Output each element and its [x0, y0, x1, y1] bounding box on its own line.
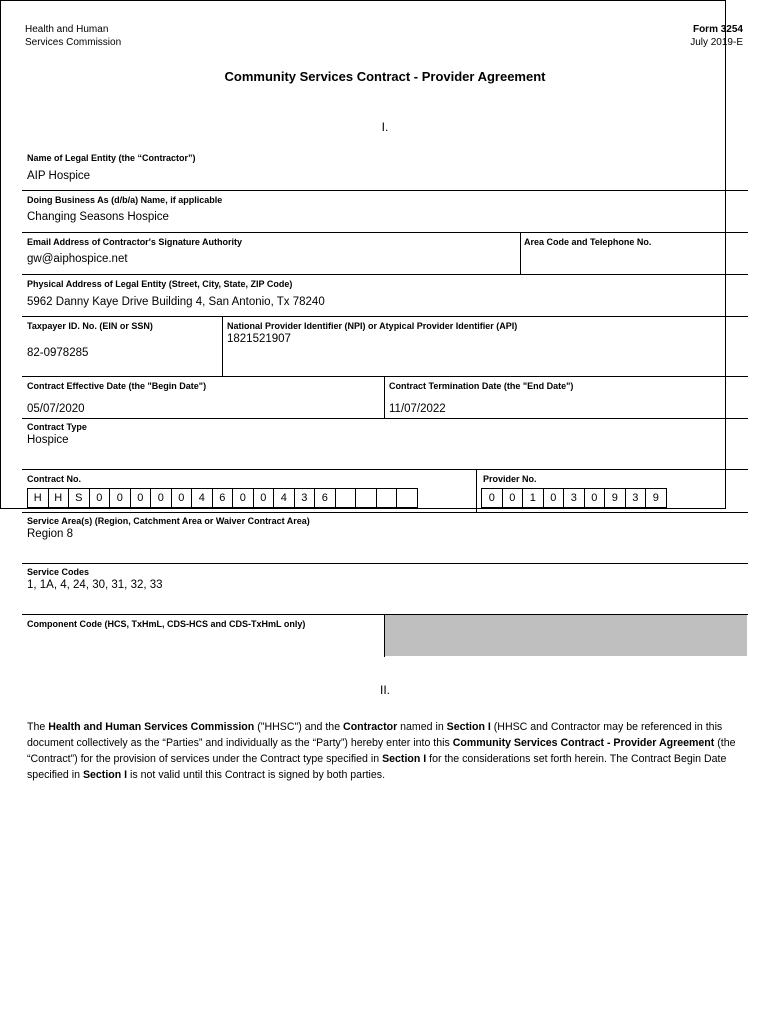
agreement-text: (the “Contract”) for the provision of services under the Contract type specified in — [27, 737, 736, 765]
digit-box: 3 — [563, 488, 585, 508]
digit-box: 0 — [109, 488, 131, 508]
address-label: Physical Address of Legal Entity (Street, City, State, ZIP Code) — [27, 279, 293, 289]
contract-no-label: Contract No. — [27, 474, 81, 484]
component-code-shaded-cell — [385, 615, 747, 656]
contract-number-boxes — [27, 488, 417, 508]
digit-box: 4 — [273, 488, 295, 508]
digit-box: 0 — [130, 488, 152, 508]
row-divider — [22, 274, 748, 275]
column-divider — [222, 316, 223, 376]
phone-label: Area Code and Telephone No. — [524, 237, 652, 247]
digit-box: 9 — [645, 488, 667, 508]
end-date-value: 11/07/2022 — [389, 403, 446, 415]
digit-box: 0 — [543, 488, 565, 508]
digit-box: 3 — [625, 488, 647, 508]
service-area-label: Service Area(s) (Region, Catchment Area or Waiver Contract Area) — [27, 516, 310, 526]
service-codes-value: 1, 1A, 4, 24, 30, 31, 32, 33 — [27, 579, 163, 591]
agreement-text: named in — [397, 721, 447, 733]
end-date-label: Contract Termination Date (the "End Date") — [389, 381, 574, 391]
digit-box: 1 — [522, 488, 544, 508]
digit-box: 3 — [294, 488, 316, 508]
agreement-bold: Section I — [82, 769, 128, 781]
column-divider — [476, 469, 477, 512]
agency-name — [25, 23, 121, 49]
agreement-bold: Contractor — [343, 721, 398, 733]
digit-box — [396, 488, 418, 508]
dba-label: Doing Business As (d/b/a) Name, if applicable — [27, 195, 223, 205]
digit-box: 0 — [232, 488, 254, 508]
digit-box: 0 — [481, 488, 503, 508]
address-value: 5962 Danny Kaye Drive Building 4, San Antonio, Tx 78240 — [27, 296, 325, 308]
npi-label: National Provider Identifier (NPI) or Atypical Provider Identifier (API) — [227, 321, 518, 331]
form-date: July 2019-E — [690, 37, 743, 48]
section-2-heading: II. — [379, 683, 390, 697]
digit-box: S — [68, 488, 90, 508]
legal-entity-value: AIP Hospice — [27, 170, 91, 182]
component-code-label: Component Code (HCS, TxHmL, CDS-HCS and CDS-TxHmL only) — [27, 619, 306, 629]
column-divider — [520, 232, 521, 274]
contract-type-label: Contract Type — [27, 422, 87, 432]
row-divider — [22, 563, 748, 564]
agreement-text: (HHSC and Contractor may be referenced in this document collectively as the “Parties” and individually as the “Party”) hereby enter into this — [27, 721, 723, 749]
section-1-heading: I. — [381, 120, 389, 134]
digit-box: 0 — [502, 488, 524, 508]
row-divider — [22, 376, 748, 377]
agreement-bold: Section I — [382, 753, 427, 765]
email-value: gw@aiphospice.net — [27, 253, 128, 265]
row-divider — [22, 512, 748, 513]
row-divider — [22, 232, 748, 233]
agreement-text: is not valid until this Contract is signed by both parties. — [127, 769, 386, 781]
agreement-bold: Community Services Contract - Provider Agreement — [452, 737, 715, 749]
row-divider — [22, 418, 748, 419]
agreement-text: ("HHSC") and the — [254, 721, 344, 733]
form-number: Form 3254 — [692, 24, 743, 35]
digit-box — [355, 488, 377, 508]
document-title: Community Services Contract - Provider Agreement — [224, 69, 546, 84]
digit-box: H — [48, 488, 70, 508]
digit-box — [335, 488, 357, 508]
digit-box: 4 — [191, 488, 213, 508]
agency-name-line1: Health and Human — [25, 24, 109, 35]
provider-number-boxes — [481, 488, 666, 508]
form-info — [690, 23, 743, 49]
digit-box: H — [27, 488, 49, 508]
taxpayer-id-value: 82-0978285 — [27, 347, 89, 359]
service-codes-label: Service Codes — [27, 567, 90, 577]
agreement-paragraph — [27, 719, 745, 783]
begin-date-value: 05/07/2020 — [27, 403, 85, 415]
digit-box: 0 — [171, 488, 193, 508]
digit-box — [376, 488, 398, 508]
digit-box: 0 — [584, 488, 606, 508]
agreement-text: for the considerations set forth herein. The Contract Begin Date specified in — [27, 753, 727, 781]
digit-box: 0 — [89, 488, 111, 508]
agreement-text: The — [27, 721, 49, 733]
digit-box: 0 — [253, 488, 275, 508]
npi-value: 1821521907 — [227, 333, 291, 345]
column-divider — [384, 376, 385, 418]
dba-value: Changing Seasons Hospice — [27, 211, 169, 223]
email-label: Email Address of Contractor's Signature Authority — [27, 237, 243, 247]
agreement-bold: Section I — [446, 721, 491, 733]
agreement-bold: Health and Human Services Commission — [48, 721, 255, 733]
legal-entity-label: Name of Legal Entity (the “Contractor”) — [27, 153, 196, 163]
row-divider — [22, 190, 748, 191]
row-divider — [22, 469, 748, 470]
digit-box: 6 — [314, 488, 336, 508]
digit-box: 0 — [150, 488, 172, 508]
digit-box: 6 — [212, 488, 234, 508]
provider-no-label: Provider No. — [483, 474, 537, 484]
contract-type-value: Hospice — [27, 434, 69, 446]
service-area-value: Region 8 — [27, 528, 74, 540]
taxpayer-id-label: Taxpayer ID. No. (EIN or SSN) — [27, 321, 153, 331]
begin-date-label: Contract Effective Date (the "Begin Date") — [27, 381, 207, 391]
digit-box: 9 — [604, 488, 626, 508]
agency-name-line2: Services Commission — [25, 37, 122, 48]
row-divider — [22, 316, 748, 317]
